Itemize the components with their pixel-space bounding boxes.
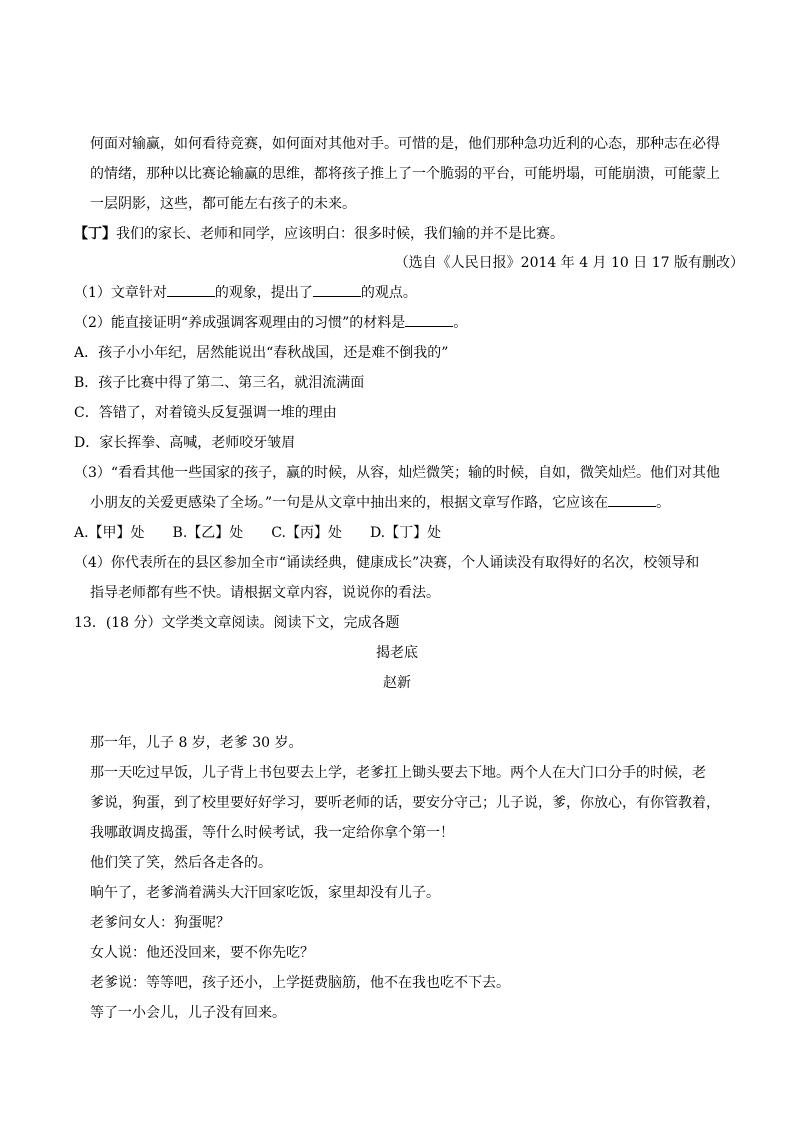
question-3-line xyxy=(90,494,670,512)
story-paragraph: 老爹问女人：狗蛋呢？ xyxy=(90,915,230,931)
option-d: D．家长挥拳、高喊，老师咬牙皱眉 xyxy=(74,435,296,451)
question-2 xyxy=(74,314,467,332)
answer-blank xyxy=(405,314,453,327)
question-3-line: （3）“看看其他一些国家的孩子，赢的时候，从容，灿烂微笑；输的时候，自如，微笑灿烂。他们对其他 xyxy=(74,465,721,481)
question-text: 。 xyxy=(453,315,468,331)
question-text: 。 xyxy=(656,495,671,511)
section-13-heading: 13．(18 分）文学类文章阅读。阅读下文，完成各题 xyxy=(74,615,400,631)
story-paragraph: 那一天吃过早饭，儿子背上书包要去上学，老爹扛上锄头要去下地。两个人在大门口分手的时候，老 xyxy=(90,765,706,781)
source-citation: （选自《人民日报》2014 年 4 月 10 日 17 版有删改） xyxy=(394,255,744,271)
passage-line: 何面对输赢，如何看待竞赛，如何面对其他对手。可惜的是，他们那种急功近利的心态，那种志在必得 xyxy=(90,136,720,152)
story-paragraph: 他们笑了笑，然后各走各的。 xyxy=(90,855,272,871)
question-4-line: （4）你代表所在的县区参加全市“诵读经典，健康成长”决赛，个人诵读没有取得好的名次，校领导和 xyxy=(74,555,700,571)
question-text: 的观象，提出了 xyxy=(214,285,313,301)
passage-line: 一层阴影，这些，都可能左右孩子的未来。 xyxy=(90,196,356,212)
story-paragraph: 晌午了，老爹淌着满头大汗回家吃饭，家里却没有儿子。 xyxy=(90,885,440,901)
story-paragraph: 爹说，狗蛋，到了校里要好好学习，要听老师的话，要安分守己；儿子说，爹，你放心，有你管教着， xyxy=(90,795,720,811)
answer-blank xyxy=(608,494,656,507)
option-b: B．孩子比赛中得了第二、第三名，就泪流满面 xyxy=(74,375,365,391)
story-paragraph: 老爹说：等等吧，孩子还小，上学挺费脑筋，他不在我也吃不下去。 xyxy=(90,975,510,991)
question-text: （1）文章针对 xyxy=(74,285,167,301)
story-paragraph: 等了一小会儿，儿子没有回来。 xyxy=(90,1005,286,1021)
story-title: 揭老底 xyxy=(376,645,418,661)
section-marker: 【丁】 xyxy=(74,226,116,242)
question-1 xyxy=(74,284,417,302)
passage-line: 的情绪，那种以比赛论输赢的思维，都将孩子推上了一个脆弱的平台，可能坍塌，可能崩溃，可能蒙上 xyxy=(90,166,720,182)
question-3-options: A.【甲】处 B.【乙】处 C.【丙】处 D.【丁】处 xyxy=(74,525,442,541)
option-a: A．孩子小小年纪，居然能说出“春秋战国，还是难不倒我的” xyxy=(74,345,449,361)
question-text: 的观点。 xyxy=(360,285,417,301)
story-author: 赵新 xyxy=(383,675,411,691)
option-c: C．答错了，对着镜头反复强调一堆的理由 xyxy=(74,405,337,421)
paragraph-ding xyxy=(74,225,564,243)
question-text: 小朋友的关爱更感染了全场。”一句是从文章中抽出来的，根据文章写作路，它应该在 xyxy=(90,495,609,511)
answer-blank xyxy=(167,284,215,297)
question-4-line: 指导老师都有些不快。请根据文章内容，说说你的看法。 xyxy=(90,585,440,601)
answer-blank xyxy=(313,284,361,297)
story-paragraph: 我哪敢调皮捣蛋，等什么时候考试，我一定给你拿个第一！ xyxy=(90,825,454,841)
story-paragraph: 那一年，儿子 8 岁，老爹 30 岁。 xyxy=(90,735,303,751)
paragraph-text: 我们的家长、老师和同学，应该明白：很多时候，我们输的并不是比赛。 xyxy=(116,226,564,242)
story-paragraph: 女人说：他还没回来，要不你先吃？ xyxy=(90,945,314,961)
question-text: （2）能直接证明“养成强调客观理由的习惯”的材料是 xyxy=(74,315,406,331)
